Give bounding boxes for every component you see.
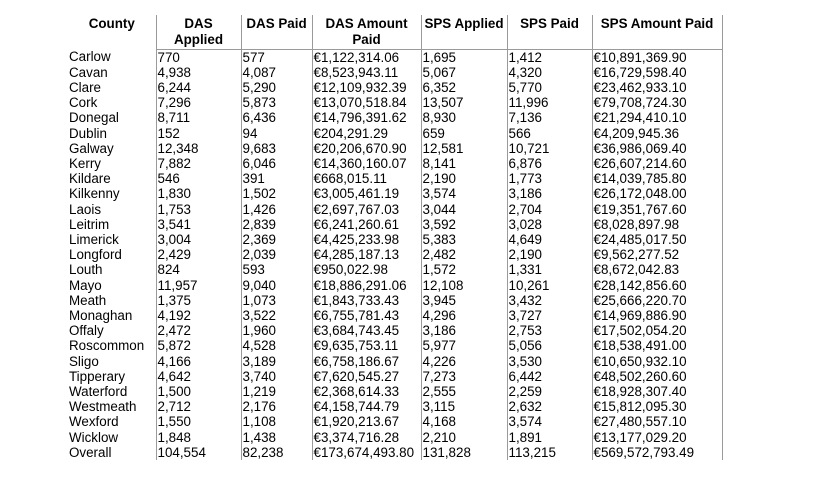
cell-sps-applied: 13,507 [421,95,507,110]
cell-das-amount-paid: €3,374,716.28 [312,430,421,445]
cell-sps-amount-paid: €16,729,598.40 [592,65,722,80]
cell-sps-applied: 1,695 [421,49,507,65]
county-payments-table [68,15,723,460]
cell-das-paid: 5,873 [241,95,312,110]
cell-das-amount-paid: €2,697,767.03 [312,202,421,217]
cell-sps-amount-paid: €25,666,220.70 [592,293,722,308]
cell-das-amount-paid: €4,425,233.98 [312,232,421,247]
cell-das-applied: 824 [156,262,241,277]
cell-das-paid: 9,683 [241,141,312,156]
cell-sps-paid: 3,574 [507,414,592,429]
cell-sps-paid: 1,773 [507,171,592,186]
cell-das-amount-paid: €18,886,291.06 [312,278,421,293]
table-row [68,126,722,141]
cell-das-paid: 1,426 [241,202,312,217]
cell-sps-amount-paid: €17,502,054.20 [592,323,722,338]
cell-sps-applied: 3,592 [421,217,507,232]
table-row [68,262,722,277]
cell-county: Wicklow [69,429,119,445]
cell-das-applied: 1,500 [156,384,241,399]
cell-sps-applied: 2,482 [421,247,507,262]
cell-county: Mayo [69,277,102,293]
cell-county: Carlow [69,49,111,65]
cell-das-applied: 152 [156,126,241,141]
cell-das-paid: 6,436 [241,110,312,125]
cell-sps-amount-paid: €14,039,785.80 [592,171,722,186]
cell-das-paid: 1,073 [241,293,312,308]
cell-sps-paid: 4,649 [507,232,592,247]
cell-das-applied: 1,848 [156,430,241,445]
table-row [68,293,722,308]
cell-das-amount-paid: €20,206,670.90 [312,141,421,156]
cell-sps-amount-paid: €19,351,767.60 [592,202,722,217]
cell-sps-applied: 4,226 [421,354,507,369]
cell-das-amount-paid: €14,796,391.62 [312,110,421,125]
cell-das-applied: 11,957 [156,278,241,293]
cell-sps-amount-paid: €21,294,410.10 [592,110,722,125]
table-row [68,445,722,460]
cell-sps-applied: 5,067 [421,65,507,80]
cell-sps-applied: 3,115 [421,399,507,414]
cell-das-amount-paid: €950,022.98 [312,262,421,277]
cell-sps-paid: 7,136 [507,110,592,125]
cell-das-amount-paid: €6,241,260.61 [312,217,421,232]
cell-sps-amount-paid: €10,650,932.10 [592,354,722,369]
cell-sps-applied: 2,190 [421,171,507,186]
table-row [68,338,722,353]
cell-county: Overall [69,444,112,460]
cell-county: Waterford [69,383,128,399]
cell-sps-paid: 2,753 [507,323,592,338]
cell-sps-applied: 4,168 [421,414,507,429]
cell-sps-applied: 2,555 [421,384,507,399]
cell-das-paid: 3,740 [241,369,312,384]
cell-das-paid: 3,189 [241,354,312,369]
table-row [68,414,722,429]
cell-county: Offaly [69,323,104,339]
table-row [68,186,722,201]
header-das-amount-paid: DAS Amount Paid [312,15,421,49]
table-row [68,323,722,338]
cell-das-paid: 2,369 [241,232,312,247]
cell-das-applied: 8,711 [156,110,241,125]
header-sps-paid: SPS Paid [507,15,592,49]
cell-das-applied: 7,296 [156,95,241,110]
cell-sps-paid: 3,028 [507,217,592,232]
cell-sps-applied: 3,945 [421,293,507,308]
cell-sps-applied: 4,296 [421,308,507,323]
cell-sps-amount-paid: €24,485,017.50 [592,232,722,247]
cell-sps-amount-paid: €27,480,557.10 [592,414,722,429]
cell-das-paid: 2,839 [241,217,312,232]
cell-das-paid: 94 [241,126,312,141]
cell-sps-paid: 5,056 [507,338,592,353]
cell-das-applied: 104,554 [156,445,241,460]
cell-county: Meath [69,292,107,308]
table-row [68,399,722,414]
cell-county: Laois [69,201,102,217]
cell-das-applied: 5,872 [156,338,241,353]
cell-sps-amount-paid: €10,891,369.90 [592,49,722,65]
table-row [68,202,722,217]
table-row [68,369,722,384]
cell-sps-paid: 2,259 [507,384,592,399]
cell-das-paid: 4,528 [241,338,312,353]
table-header [68,15,722,49]
cell-sps-applied: 131,828 [421,445,507,460]
cell-das-applied: 1,753 [156,202,241,217]
header-row [68,15,722,49]
cell-das-applied: 12,348 [156,141,241,156]
cell-das-paid: 82,238 [241,445,312,460]
table-row [68,278,722,293]
table-row [68,171,722,186]
cell-sps-paid: 6,442 [507,369,592,384]
cell-das-amount-paid: €3,005,461.19 [312,186,421,201]
cell-das-paid: 1,219 [241,384,312,399]
cell-county: Donegal [69,110,119,126]
cell-das-applied: 1,830 [156,186,241,201]
cell-county: Leitrim [69,216,110,232]
cell-das-applied: 546 [156,171,241,186]
cell-das-amount-paid: €9,635,753.11 [312,338,421,353]
cell-sps-amount-paid: €18,538,491.00 [592,338,722,353]
cell-das-amount-paid: €204,291.29 [312,126,421,141]
cell-sps-amount-paid: €28,142,856.60 [592,278,722,293]
cell-sps-paid: 3,530 [507,354,592,369]
header-das-paid: DAS Paid [241,15,312,49]
cell-das-applied: 4,166 [156,354,241,369]
header-sps-applied: SPS Applied [421,15,507,49]
cell-sps-amount-paid: €8,672,042.83 [592,262,722,277]
cell-sps-paid: 4,320 [507,65,592,80]
cell-sps-paid: 6,876 [507,156,592,171]
cell-county: Cavan [69,64,108,80]
cell-das-paid: 1,960 [241,323,312,338]
cell-das-amount-paid: €12,109,932.39 [312,80,421,95]
cell-sps-applied: 3,044 [421,202,507,217]
cell-sps-applied: 5,977 [421,338,507,353]
cell-das-applied: 3,541 [156,217,241,232]
cell-sps-applied: 8,930 [421,110,507,125]
cell-das-paid: 6,046 [241,156,312,171]
cell-das-amount-paid: €13,070,518.84 [312,95,421,110]
cell-das-applied: 4,642 [156,369,241,384]
cell-sps-applied: 659 [421,126,507,141]
cell-das-amount-paid: €668,015.11 [312,171,421,186]
cell-das-applied: 2,429 [156,247,241,262]
cell-sps-amount-paid: €15,812,095.30 [592,399,722,414]
cell-das-applied: 7,882 [156,156,241,171]
cell-das-amount-paid: €173,674,493.80 [312,445,421,460]
cell-county: Clare [69,79,101,95]
cell-sps-applied: 5,383 [421,232,507,247]
cell-das-amount-paid: €6,758,186.67 [312,354,421,369]
cell-county: Wexford [69,414,119,430]
cell-das-paid: 1,438 [241,430,312,445]
cell-das-amount-paid: €1,122,314.06 [312,49,421,65]
header-county: County [88,16,135,31]
cell-sps-applied: 1,572 [421,262,507,277]
cell-sps-amount-paid: €14,969,886.90 [592,308,722,323]
cell-das-applied: 1,550 [156,414,241,429]
cell-das-amount-paid: €7,620,545.27 [312,369,421,384]
cell-county: Tipperary [69,368,126,384]
table-row [68,49,722,65]
cell-sps-amount-paid: €9,562,277.52 [592,247,722,262]
cell-sps-paid: 11,996 [507,95,592,110]
cell-sps-applied: 12,581 [421,141,507,156]
cell-das-applied: 1,375 [156,293,241,308]
cell-county: Dublin [69,125,107,141]
cell-das-paid: 391 [241,171,312,186]
cell-das-applied: 6,244 [156,80,241,95]
cell-das-amount-paid: €4,158,744.79 [312,399,421,414]
table-row [68,308,722,323]
cell-sps-applied: 8,141 [421,156,507,171]
header-sps-amount-paid: SPS Amount Paid [592,15,722,49]
table-row [68,110,722,125]
table-row [68,156,722,171]
cell-sps-applied: 7,273 [421,369,507,384]
cell-das-paid: 2,039 [241,247,312,262]
cell-sps-amount-paid: €26,172,048.00 [592,186,722,201]
cell-sps-amount-paid: €36,986,069.40 [592,141,722,156]
cell-das-amount-paid: €8,523,943.11 [312,65,421,80]
cell-sps-amount-paid: €4,209,945.36 [592,126,722,141]
cell-sps-paid: 3,186 [507,186,592,201]
cell-county: Kilkenny [69,186,120,202]
cell-sps-amount-paid: €26,607,214.60 [592,156,722,171]
table-row [68,95,722,110]
cell-sps-paid: 113,215 [507,445,592,460]
cell-sps-amount-paid: €79,708,724.30 [592,95,722,110]
cell-das-applied: 4,192 [156,308,241,323]
cell-das-paid: 2,176 [241,399,312,414]
table-row [68,354,722,369]
cell-county: Sligo [69,353,99,369]
cell-sps-paid: 1,891 [507,430,592,445]
table-body [68,49,722,460]
cell-das-applied: 3,004 [156,232,241,247]
cell-county: Cork [69,95,98,111]
table-row [68,430,722,445]
cell-sps-applied: 3,574 [421,186,507,201]
cell-das-applied: 4,938 [156,65,241,80]
cell-sps-paid: 566 [507,126,592,141]
table-row [68,247,722,262]
cell-sps-paid: 1,331 [507,262,592,277]
cell-sps-paid: 3,727 [507,308,592,323]
cell-sps-paid: 2,190 [507,247,592,262]
cell-sps-amount-paid: €48,502,260.60 [592,369,722,384]
table-row [68,80,722,95]
cell-sps-applied: 3,186 [421,323,507,338]
table-row [68,65,722,80]
cell-das-paid: 577 [241,49,312,65]
cell-das-paid: 3,522 [241,308,312,323]
cell-sps-amount-paid: €13,177,029.20 [592,430,722,445]
cell-das-applied: 2,472 [156,323,241,338]
cell-das-amount-paid: €2,368,614.33 [312,384,421,399]
cell-das-amount-paid: €1,920,213.67 [312,414,421,429]
table-row [68,217,722,232]
cell-county: Roscommon [69,338,145,354]
cell-das-paid: 4,087 [241,65,312,80]
cell-sps-paid: 2,632 [507,399,592,414]
cell-county: Longford [69,247,122,263]
cell-sps-paid: 10,261 [507,278,592,293]
cell-county: Westmeath [69,399,137,415]
cell-county: Limerick [69,231,119,247]
cell-sps-paid: 10,721 [507,141,592,156]
table-row [68,384,722,399]
cell-das-paid: 9,040 [241,278,312,293]
cell-das-paid: 593 [241,262,312,277]
cell-county: Monaghan [69,307,133,323]
cell-sps-amount-paid: €569,572,793.49 [592,445,722,460]
table-row [68,141,722,156]
cell-das-paid: 1,502 [241,186,312,201]
cell-das-applied: 770 [156,49,241,65]
cell-sps-paid: 1,412 [507,49,592,65]
cell-das-amount-paid: €6,755,781.43 [312,308,421,323]
cell-das-amount-paid: €3,684,743.45 [312,323,421,338]
cell-county: Louth [69,262,103,278]
cell-das-amount-paid: €14,360,160.07 [312,156,421,171]
cell-county: Galway [69,140,114,156]
cell-sps-applied: 2,210 [421,430,507,445]
cell-sps-amount-paid: €18,928,307.40 [592,384,722,399]
cell-das-amount-paid: €4,285,187.13 [312,247,421,262]
cell-das-applied: 2,712 [156,399,241,414]
header-das-applied: DAS Applied [156,15,241,49]
cell-county: Kerry [69,155,101,171]
cell-das-paid: 1,108 [241,414,312,429]
cell-sps-paid: 5,770 [507,80,592,95]
cell-sps-paid: 2,704 [507,202,592,217]
cell-sps-paid: 3,432 [507,293,592,308]
cell-county: Kildare [69,171,111,187]
cell-sps-applied: 6,352 [421,80,507,95]
cell-das-amount-paid: €1,843,733.43 [312,293,421,308]
cell-sps-applied: 12,108 [421,278,507,293]
table-row [68,232,722,247]
cell-sps-amount-paid: €8,028,897.98 [592,217,722,232]
cell-das-paid: 5,290 [241,80,312,95]
cell-sps-amount-paid: €23,462,933.10 [592,80,722,95]
